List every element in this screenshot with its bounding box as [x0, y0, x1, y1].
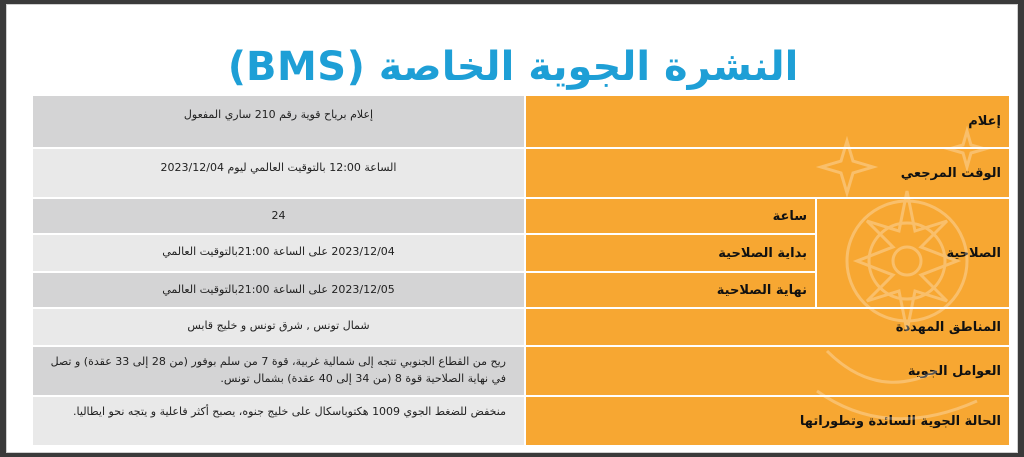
prevailing-situation-value: منخفض للضغط الجوي 1009 هكتوباسكال على خليج جنوه، يصبح أكثر فاعلية و يتجه نحو ايطاليا.	[33, 396, 525, 446]
table-row-notice	[33, 96, 1009, 148]
bulletin-table	[33, 96, 1009, 447]
prevailing-situation-label-cell	[525, 396, 1009, 446]
threatened-areas-label: المناطق المهددة	[895, 319, 1002, 335]
validity-start-value: 2023/12/04 على الساعة 21:00بالتوقيت العالمي	[33, 234, 525, 272]
reference-time-label: الوقت المرجعي	[900, 165, 1002, 181]
table-row-weather-factors	[33, 346, 1009, 396]
validity-label: الصلاحية	[946, 245, 1002, 261]
weather-factors-label: العوامل الجوية	[907, 363, 1002, 379]
validity-end-value: 2023/12/05 على الساعة 21:00بالتوقيت العالمي	[33, 272, 525, 308]
table-row-reference-time	[33, 148, 1009, 198]
page-title: النشرة الجوية الخاصة (BMS)	[227, 44, 799, 90]
notice-label: إعلام	[968, 114, 1002, 129]
weather-factors-value: ريح من القطاع الجنوبي تتجه إلى شمالية غربية، قوة 7 من سلم بوفور (من 28 إلى 33 عقدة) و تصل في نهاية الصلاحية قوة 8 (من 34 إلى 40 عقدة) بشمال تونس.	[33, 346, 525, 396]
validity-end-label: نهاية الصلاحية	[525, 272, 816, 308]
bulletin-panel	[6, 4, 1018, 453]
validity-label-cell	[816, 198, 1009, 308]
table-row-threatened-areas	[33, 308, 1009, 346]
prevailing-situation-label: الحالة الجوية السائدة وتطوراتها	[799, 413, 1002, 429]
threatened-areas-value: شمال تونس , شرق تونس و خليج قابس	[33, 308, 525, 346]
notice-value: إعلام برياح قوية رقم 210 ساري المفعول	[33, 96, 525, 148]
validity-start-label: بداية الصلاحية	[525, 234, 816, 272]
reference-time-value: الساعة 12:00 بالتوقيت العالمي ليوم 2023/12/04	[33, 148, 525, 198]
validity-hours-value: 24	[33, 198, 525, 234]
threatened-areas-label-cell	[525, 308, 1009, 346]
table-row-prevailing-situation	[33, 396, 1009, 446]
validity-hours-label: ساعة	[525, 198, 816, 234]
table-row-validity-hours	[33, 198, 1009, 234]
notice-label-cell	[525, 96, 1009, 148]
reference-time-label-cell	[525, 148, 1009, 198]
weather-factors-label-cell	[525, 346, 1009, 396]
